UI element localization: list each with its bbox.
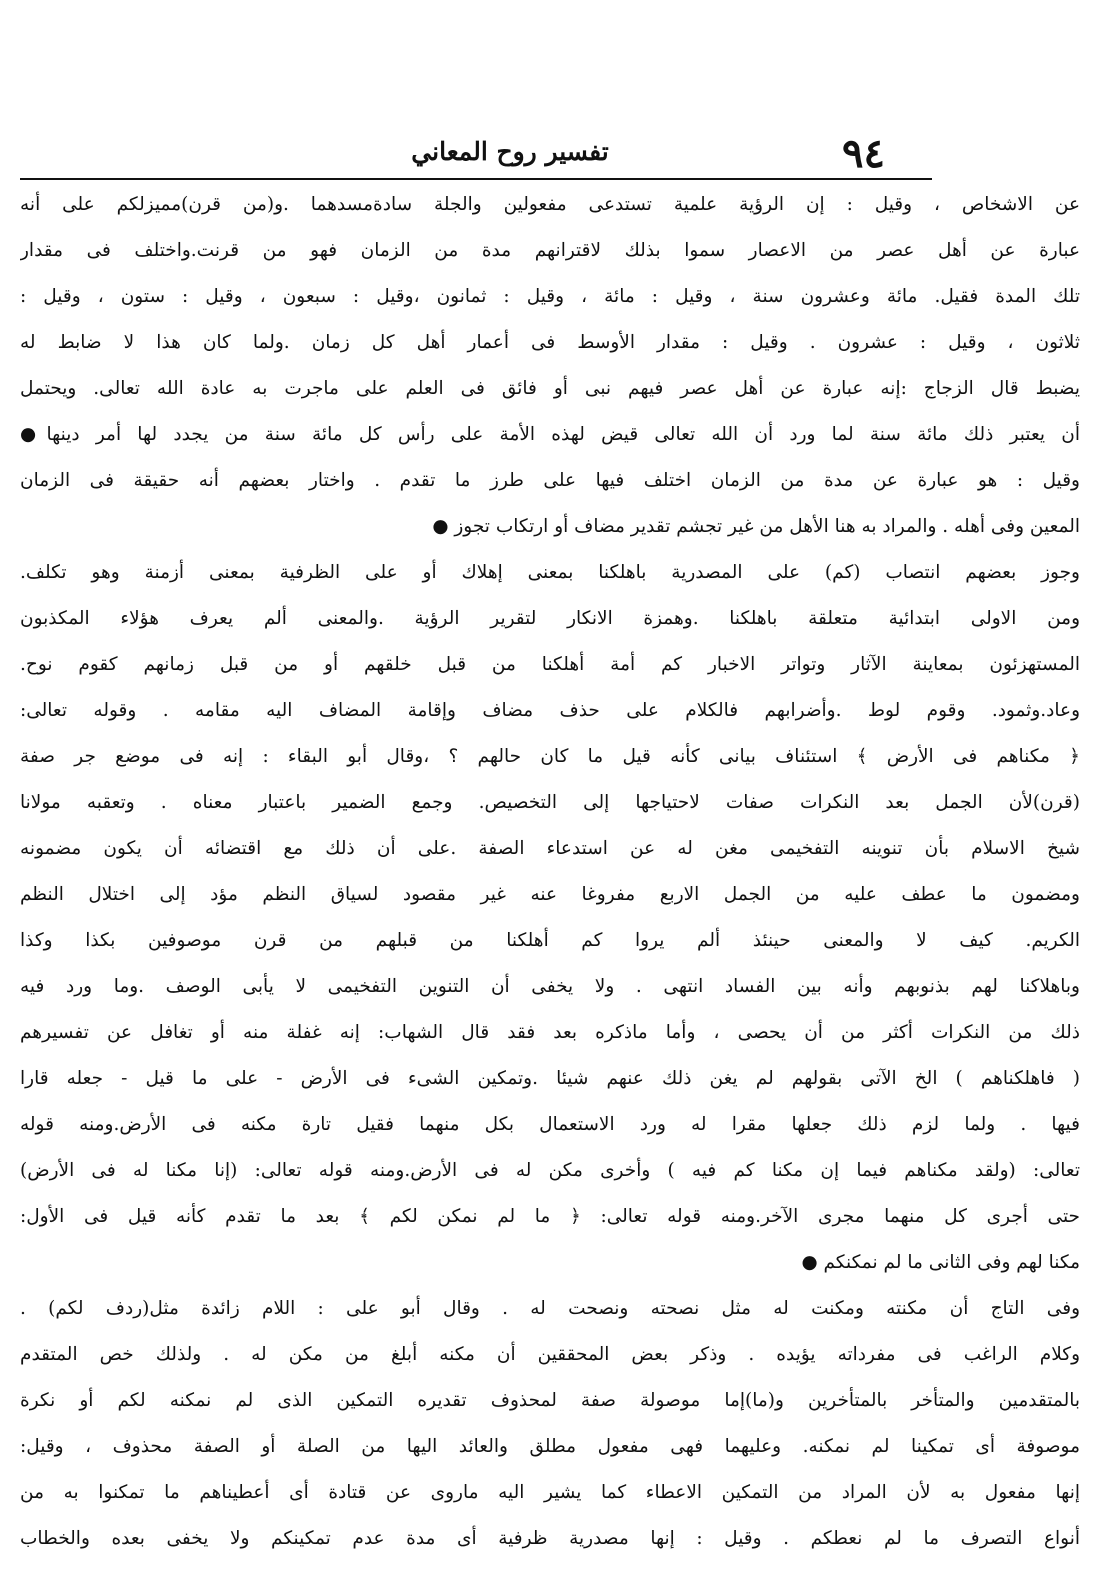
text-line: وباهلاكنا لهم بذنوبهم وأنه بين الفساد انتهى . ولا يخفى أن التنوين التفخيمى لا يأبى الوصف .وما ورد فيه: [20, 976, 1080, 997]
text-line: تعالى: (ولقد مكناهم فيما إن مكنا كم فيه ) وأخرى مكن له فى الأرض.ومنه قوله تعالى: (إنا مكنا له فى الأرض): [20, 1160, 1080, 1181]
text-line: (قرن)لأن الجمل بعد النكرات صفات لاحتياجها إلى التخصيص. وجمع الضمير باعتبار معناه . وتعقبه مولانا: [20, 792, 1080, 813]
text-line: مكنا لهم وفى الثانى ما لم نمكنكم ●: [801, 1252, 1080, 1273]
text-line: أنواع التصرف ما لم نعطكم . وقيل : إنها مصدرية ظرفية أى مدة عدم تمكينكم ولا يخفى بعده والخطاب: [20, 1528, 1080, 1549]
page-number: ٩٤: [842, 130, 885, 177]
text-line: المستهزئون بمعاينة الآثار وتواتر الاخبار كم أمة أهلكنا من قبل خلقهم أو من قبل زمانهم كقوم نوح.: [20, 654, 1080, 675]
text-line: ﴿ مكناهم فى الأرض ﴾ استئناف بيانى كأنه قيل ما كان حالهم ؟ ،وقال أبو البقاء : إنه فى موضع جر صفة: [20, 746, 1080, 767]
text-line: إنها مفعول به لأن المراد من التمكين الاعطاء كما يشير اليه ماروى عن قتادة أى أعطيناهم ما تمكنوا به من: [20, 1482, 1080, 1503]
text-line: ومن الاولى ابتدائية متعلقة باهلكنا .وهمزة الانكار لتقرير الرؤية .والمعنى ألم يعرف هؤلاء المكذبون: [20, 608, 1080, 629]
text-line: ( فاهلكناهم ) الخ الآتى بقولهم لم يغن ذلك عنهم شيئا .وتمكين الشىء فى الأرض - على ما قيل - جعله قارا: [20, 1068, 1080, 1089]
text-line: أن يعتبر ذلك مائة سنة لما ورد أن الله تعالى قيض لهذه الأمة على رأس كل مائة سنة من يجدد لها أمر دينها●: [20, 424, 1080, 445]
text-line: موصوفة أى تمكينا لم نمكنه. وعليهما فهى مفعول مطلق والعائد اليها من الصلة أو الصفة محذوف ، وقيل:: [20, 1436, 1080, 1457]
running-title: تفسير روح المعاني: [411, 137, 609, 166]
text-line: وعاد.وثمود. وقوم لوط .وأضرابهم فالكلام على حذف مضاف وإقامة المضاف اليه مقامه . وقوله تعالى:: [20, 700, 1080, 721]
text-line: عبارة عن أهل عصر من الاعصار سموا بذلك لاقترانهم مدة من الزمان فهو من قرنت.واختلف فى مقدار: [20, 240, 1080, 261]
text-line: الكريم. كيف لا والمعنى حينئذ ألم يروا كم أهلكنا من قبلهم من قرن موصوفين بكذا وكذا: [20, 930, 1080, 951]
text-line: يضبط قال الزجاج :إنه عبارة عن أهل عصر فيهم نبى أو فائق فى العلم على ماجرت به عادة الله تعالى. ويحتمل: [20, 378, 1080, 399]
text-line: وقيل : هو عبارة عن مدة من الزمان اختلف فيها على طرز ما تقدم . واختار بعضهم أنه حقيقة فى الزمان: [20, 470, 1080, 491]
text-line: وفى التاج أن مكنته ومكنت له مثل نصحته ونصحت له . وقال أبو على : اللام زائدة مثل(ردف لكم) .: [20, 1298, 1080, 1319]
text-line: ذلك من النكرات أكثر من أن يحصى ، وأما ماذكره بعد فقد قال الشهاب: إنه غفلة منه أو تغافل عن تفسيرهم: [20, 1022, 1080, 1043]
text-line: عن الاشخاص ، وقيل : إن الرؤية علمية تستدعى مفعولين والجلة سادةمسدهما .و(من قرن)مميزلكم على أنه: [20, 194, 1080, 215]
text-line: شيخ الاسلام بأن تنوينه التفخيمى مغن له عن استدعاء الصفة .على أن ذلك مع اقتضائه أن يكون مضمونه: [20, 838, 1080, 859]
text-line: وجوز بعضهم انتصاب (كم) على المصدرية باهلكنا بمعنى إهلاك أو على الظرفية بمعنى أزمنة وهو تكلف.: [20, 562, 1080, 583]
text-line: تلك المدة فقيل. مائة وعشرون سنة ، وقيل : مائة ، وقيل : ثمانون ،وقيل : سبعون ، وقيل : ستون ، وقيل :: [20, 286, 1080, 307]
text-line: ثلاثون ، وقيل : عشرون . وقيل : مقدار الأوسط فى أعمار أهل كل زمان .ولما كان هذا لا ضابط له: [20, 332, 1080, 353]
text-line: بالمتقدمين والمتأخر بالمتأخرين و(ما)إما موصولة صفة لمحذوف تقديره التمكين الذى لم نمكنه لكم أو نكرة: [20, 1390, 1080, 1411]
header-rule: [20, 178, 932, 180]
body-text: [20, 182, 1080, 1562]
text-line: وكلام الراغب فى مفرداته يؤيده . وذكر بعض المحققين أن مكنه أبلغ من مكن له . ولذلك خص المتقدم: [20, 1344, 1080, 1365]
text-line: فيها . ولما لزم ذلك جعلها مقرا له ورد الاستعمال بكل منهما فقيل تارة مكنه فى الأرض.ومنه قوله: [20, 1114, 1080, 1135]
text-line: المعين وفى أهله . والمراد به هنا الأهل من غير تجشم تقدير مضاف أو ارتكاب تجوز ●: [432, 516, 1080, 537]
text-line: ومضمون ما عطف عليه من الجمل الاربع مفروغا عنه غير مقصود لسياق النظم مؤد إلى اختلال النظم: [20, 884, 1080, 905]
page-header: [20, 128, 940, 180]
text-line: حتى أجرى كل منهما مجرى الآخر.ومنه قوله تعالى: ﴿ ما لم نمكن لكم ﴾ بعد ما تقدم كأنه قيل فى الأول:: [20, 1206, 1080, 1227]
